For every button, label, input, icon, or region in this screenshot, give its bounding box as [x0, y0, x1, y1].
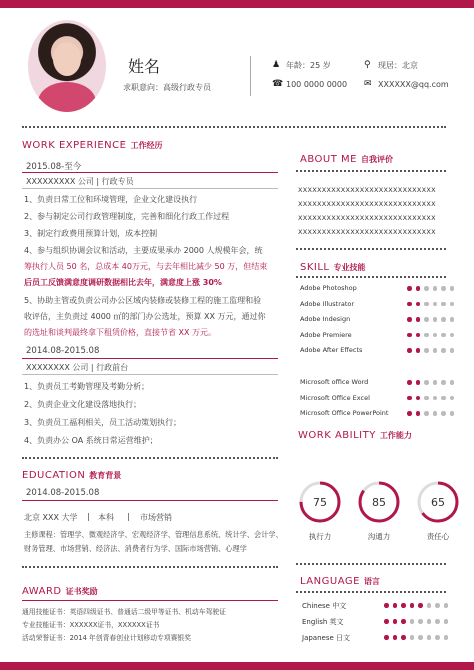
level-dot-empty: [424, 380, 429, 385]
language-name: English 英文: [302, 618, 344, 626]
skill-level-dots: [407, 302, 454, 307]
phone-info: ☎ 100 0000 0000: [272, 79, 348, 89]
skill-row: [300, 331, 460, 341]
level-dot-empty: [433, 286, 438, 291]
job1-item-highlight: 筹执行人员 50 名，总成本 40万元，与去年相比减少 50 万，但结束: [24, 262, 268, 271]
language-row: [302, 617, 462, 627]
level-dot-empty: [433, 411, 438, 416]
level-dot-filled: [407, 411, 412, 416]
level-dot-filled: [416, 348, 421, 353]
skill-name: Microsoft Office PowerPoint: [300, 409, 389, 417]
education-school: 北京 XXX 大学: [24, 513, 78, 522]
level-dot-filled: [407, 348, 412, 353]
job1-item: 3、制定行政费用预算计划，成本控制: [24, 229, 158, 238]
bottom-accent-bar: [0, 662, 474, 670]
job1-item-highlight: 后员工反馈满意度调研数据相比去年，满意度上涨 30%: [24, 278, 222, 287]
level-dot-empty: [433, 380, 438, 385]
level-dot-empty: [450, 302, 455, 307]
level-dot-filled: [393, 635, 398, 640]
job1-item: 4、参与组织协调会议和活动，主要成果承办 2000 人规模年会，统: [24, 246, 263, 255]
level-dot-empty: [444, 603, 449, 608]
skill-level-dots: [407, 348, 454, 353]
skill-row: [300, 409, 460, 419]
level-dot-empty: [435, 635, 440, 640]
skill-level-dots: [407, 411, 454, 416]
level-dot-filled: [416, 286, 421, 291]
level-dot-filled: [410, 603, 415, 608]
education-dotted-divider: [22, 566, 278, 569]
skill-level-dots: [384, 619, 448, 624]
job2-item: 4、负责办公 OA 系统日常运营维护；: [24, 436, 158, 445]
language-title: LANGUAGE 语言: [300, 576, 380, 587]
level-dot-empty: [441, 396, 446, 401]
ability-label: 责任心: [426, 532, 450, 541]
job2-company: XXXXXXXX 公司 | 行政前台: [26, 363, 129, 372]
work-experience-title: WORK EXPERIENCE 工作经历: [22, 140, 163, 151]
level-dot-empty: [450, 333, 455, 338]
skill-row: [300, 315, 460, 325]
candidate-name: 姓名: [128, 57, 161, 76]
level-dot-filled: [384, 603, 389, 608]
skill-row: [300, 300, 460, 310]
level-dot-filled: [407, 333, 412, 338]
job-intent: 求职意向：高级行政专员: [123, 83, 211, 92]
avatar: [28, 20, 106, 112]
education-degree: 本科: [98, 513, 114, 522]
email-info: ✉ XXXXXX@qq.com: [364, 79, 449, 89]
level-dot-filled: [384, 635, 389, 640]
level-dot-filled: [407, 380, 412, 385]
level-dot-empty: [424, 333, 429, 338]
job1-item: 5、协助主管或负责公司办公区域内装修或装修工程的施工监理和验: [24, 296, 262, 305]
education-rule: [22, 500, 278, 501]
top-accent-bar: [0, 0, 474, 8]
language-row: [302, 601, 462, 611]
ability-ring: [416, 480, 460, 524]
header-dotted-divider: [22, 126, 446, 129]
award-rule: [22, 600, 278, 601]
language-name: Chinese 中文: [302, 602, 347, 610]
award-row: 活动荣誉证书：2014 年创青春创业计划移动专项赛银奖: [22, 634, 191, 642]
level-dot-empty: [450, 348, 455, 353]
ability-ring: [298, 480, 342, 524]
skill-level-dots: [407, 333, 454, 338]
skill-level-dots: [384, 635, 448, 640]
education-courses: 主修课程：管理学、微观经济学、宏观经济学、管理信息系统、统计学、会计学、: [24, 530, 283, 539]
level-dot-filled: [416, 411, 421, 416]
job2-item: 3、负责员工福利相关，员工活动策划执行；: [24, 418, 182, 427]
level-dot-empty: [441, 348, 446, 353]
skill-name: Adobe Premiere: [300, 330, 352, 339]
skill-name: Microsoft office Word: [300, 378, 369, 386]
level-dot-filled: [407, 302, 412, 307]
job2-period: 2014.08-2015.08: [26, 346, 100, 356]
level-dot-empty: [424, 348, 429, 353]
skill-level-dots: [407, 396, 454, 401]
about-line: XXXXXXXXXXXXXXXXXXXXXXXXXXXXX: [298, 200, 436, 208]
job2-rule-grey: [22, 374, 278, 375]
skill-level-dots: [407, 380, 454, 385]
job2-rule: [22, 358, 278, 359]
ability-label: 沟通力: [367, 532, 391, 541]
ability-label: 执行力: [308, 532, 332, 541]
language-dotted-divider: [296, 591, 446, 594]
level-dot-filled: [416, 317, 421, 322]
level-dot-empty: [424, 317, 429, 322]
header-divider: [250, 56, 251, 96]
level-dot-empty: [441, 380, 446, 385]
skill-name: Adobe Indesign: [300, 315, 351, 323]
level-dot-empty: [435, 603, 440, 608]
language-name: Japanese 日文: [302, 634, 351, 642]
level-dot-filled: [407, 396, 412, 401]
ability-value: 85: [372, 496, 386, 509]
language-top-dotted: [296, 563, 446, 566]
level-dot-empty: [424, 396, 429, 401]
work-dotted-divider: [22, 457, 278, 460]
job1-period: 2015.08-至今: [26, 162, 82, 172]
education-title: EDUCATION 教育背景: [22, 470, 122, 481]
level-dot-empty: [427, 603, 432, 608]
level-dot-empty: [450, 317, 455, 322]
job1-item: 1、负责日常工位和环境管理，企业文化建设执行: [24, 195, 198, 204]
level-dot-empty: [450, 380, 455, 385]
skill-name: Adobe Photoshop: [300, 284, 357, 292]
language-row: [302, 633, 462, 643]
about-dotted-divider: [296, 170, 446, 173]
level-dot-empty: [441, 286, 446, 291]
job1-item: 收评估，主负责过 4000 ㎡的部门办公选址，预算 XX 万元，通过你: [24, 312, 266, 321]
level-dot-filled: [416, 302, 421, 307]
skill-row: [300, 284, 460, 294]
skill-name: Adobe After Effects: [300, 346, 363, 354]
level-dot-filled: [416, 333, 421, 338]
level-dot-empty: [441, 411, 446, 416]
level-dot-empty: [410, 619, 415, 624]
level-dot-empty: [418, 619, 423, 624]
phone-icon: ☎: [272, 79, 284, 89]
ability-value: 65: [431, 496, 445, 509]
level-dot-filled: [393, 603, 398, 608]
level-dot-empty: [424, 286, 429, 291]
person-icon: ♟: [272, 60, 281, 70]
skill-level-dots: [384, 603, 448, 608]
level-dot-filled: [416, 396, 421, 401]
work-ability-title: WORK ABILITY 工作能力: [298, 430, 412, 441]
level-dot-empty: [433, 333, 438, 338]
level-dot-filled: [416, 380, 421, 385]
level-dot-filled: [401, 603, 406, 608]
level-dot-filled: [418, 603, 423, 608]
skill-level-dots: [407, 317, 454, 322]
level-dot-empty: [433, 302, 438, 307]
education-period: 2014.08-2015.08: [26, 488, 100, 498]
location-info: ⚲ 现居：北京: [364, 60, 418, 70]
skill-row: [300, 394, 460, 404]
level-dot-filled: [401, 635, 406, 640]
skill-name: Adobe Illustrator: [300, 299, 355, 308]
education-major: 市场营销: [140, 513, 172, 522]
level-dot-empty: [427, 635, 432, 640]
level-dot-empty: [441, 302, 446, 307]
level-dot-filled: [401, 619, 406, 624]
level-dot-empty: [435, 619, 440, 624]
award-row: 通用技能证书：英语四级证书、普通话二级甲等证书、机动车驾驶证: [22, 608, 226, 616]
level-dot-empty: [450, 411, 455, 416]
level-dot-empty: [444, 635, 449, 640]
level-dot-filled: [393, 619, 398, 624]
age-info: ♟ 年龄：25 岁: [272, 60, 331, 70]
ability-value: 75: [313, 496, 327, 509]
level-dot-empty: [418, 635, 423, 640]
about-line: XXXXXXXXXXXXXXXXXXXXXXXXXXXXX: [298, 228, 436, 236]
level-dot-filled: [407, 286, 412, 291]
skill-title: SKILL 专业技能: [300, 262, 366, 273]
level-dot-empty: [441, 333, 446, 338]
job1-rule: [22, 172, 278, 173]
job1-rule-grey: [22, 188, 278, 189]
skill-row: [300, 346, 460, 356]
ability-ring: [357, 480, 401, 524]
about-line: XXXXXXXXXXXXXXXXXXXXXXXXXXXXX: [298, 214, 436, 222]
skill-level-dots: [407, 286, 454, 291]
job2-item: 2、负责企业文化建设落地执行；: [24, 400, 142, 409]
level-dot-empty: [433, 348, 438, 353]
level-dot-empty: [433, 396, 438, 401]
level-dot-empty: [441, 317, 446, 322]
job2-item: 1、负责员工考勤管理及考勤分析；: [24, 382, 150, 391]
award-row: 专业技能证书：XXXXXX证书，XXXXXX证书: [22, 621, 160, 629]
level-dot-empty: [433, 317, 438, 322]
education-courses: 财务管理、市场营销、经济法、消费者行为学、国际市场营销、心理学: [24, 544, 247, 553]
level-dot-filled: [384, 619, 389, 624]
about-me-title: ABOUT ME 自我评价: [300, 154, 393, 165]
level-dot-filled: [407, 317, 412, 322]
skill-dotted-divider: [296, 276, 446, 279]
level-dot-empty: [410, 635, 415, 640]
location-pin-icon: ⚲: [364, 60, 371, 70]
level-dot-empty: [450, 396, 455, 401]
job1-item: 2、参与制定公司行政管理制度，完善和细化行政工作过程: [24, 212, 230, 221]
about-line: XXXXXXXXXXXXXXXXXXXXXXXXXXXXX: [298, 186, 436, 194]
skill-name: Microsoft Office Excel: [300, 393, 370, 402]
about-bottom-dotted: [296, 248, 446, 251]
level-dot-empty: [424, 411, 429, 416]
level-dot-empty: [424, 302, 429, 307]
job1-company: XXXXXXXXX 公司 | 行政专员: [26, 177, 134, 186]
email-icon: ✉: [364, 79, 372, 89]
skill-row: [300, 378, 460, 388]
level-dot-empty: [427, 619, 432, 624]
level-dot-empty: [450, 286, 455, 291]
level-dot-empty: [444, 619, 449, 624]
award-title: AWARD 证书奖励: [22, 586, 98, 597]
job1-item-highlight: 的选址和谈判最终拿下租赁价格，直接节省 XX 万元。: [24, 328, 217, 337]
